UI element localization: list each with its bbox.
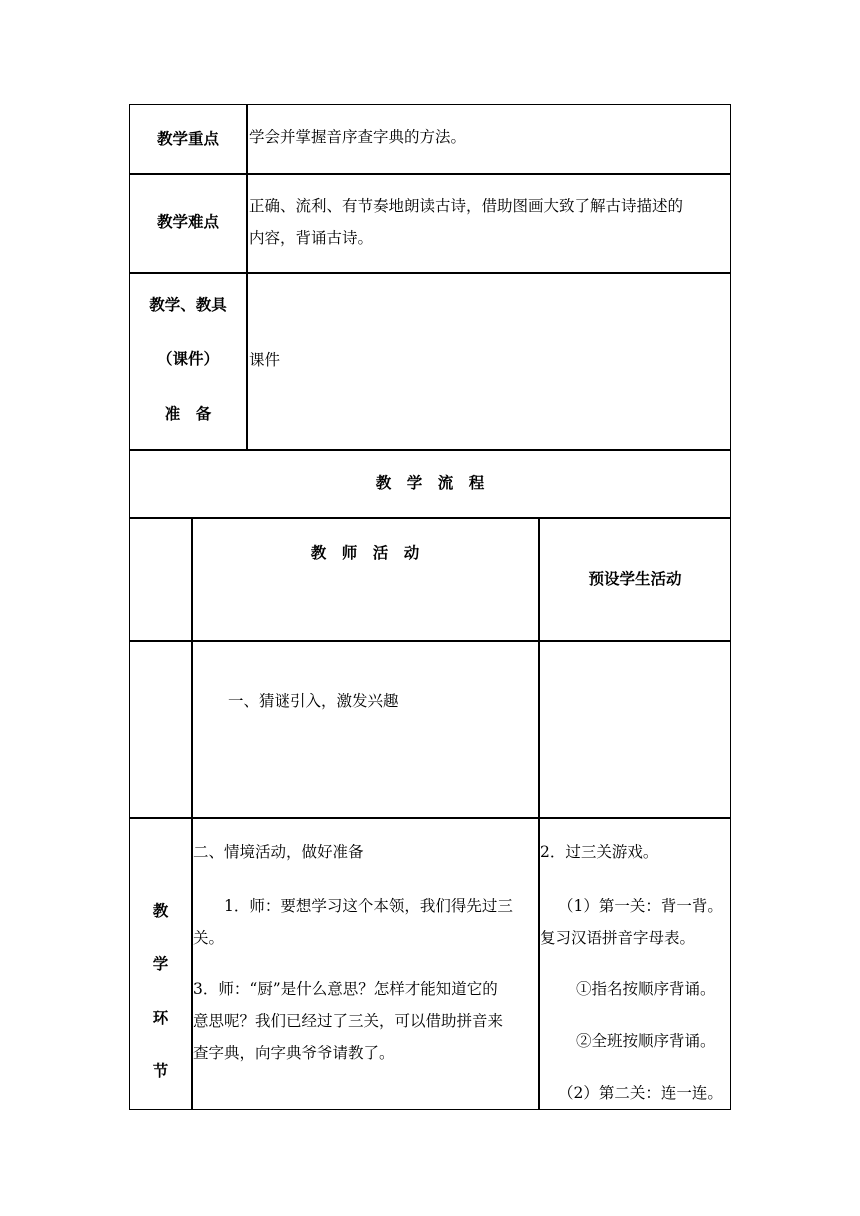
teacher-p1-line2: 关。 [193,929,225,947]
difficulty-content-line1: 正确、流利、有节奏地朗读古诗，借助图画大致了解古诗描述的 [249,197,684,215]
student-s3: ①指名按顺序背诵。 [576,980,716,998]
tools-label-line2: （课件） [156,349,219,368]
row-divider [130,272,730,274]
teacher-p3-line3: 查字典，向字典爷爷请教了。 [193,1044,395,1062]
section-label-char: 教 [152,901,169,920]
section-label-char: 环 [152,1008,169,1027]
row-divider [130,517,730,519]
teacher-step1: 一、猜谜引入，激发兴趣 [228,692,399,710]
student-s1: 2．过三关游戏。 [540,843,659,861]
column-divider [246,105,248,450]
student-s5: （2）第二关：连一连。 [558,1084,723,1102]
difficulty-label: 教学难点 [156,212,219,231]
teacher-activity-header: 教 师 活 动 [310,543,420,562]
student-activity-header: 预设学生活动 [588,569,682,588]
key-point-label: 教学重点 [156,129,219,148]
difficulty-content-line2: 内容，背诵古诗。 [249,229,374,247]
row-divider [130,173,730,175]
teacher-p1-line1: 1．师：要想学习这个本领，我们得先过三 [193,897,513,915]
teacher-p3-line1: 3．师：“厨”是什么意思？怎样才能知道它的 [193,980,498,998]
teacher-p3-line2: 意思呢？我们已经过了三关，可以借助拼音来 [193,1012,504,1030]
flow-title: 教 学 流 程 [375,473,485,492]
teacher-step2: 二、情境活动，做好准备 [193,843,364,861]
column-divider [538,517,540,1110]
student-s4: ②全班按顺序背诵。 [576,1032,716,1050]
student-s2-line1: （1）第一关：背一背。 [558,897,723,915]
section-label-char: 学 [152,954,169,973]
student-s2-line2: 复习汉语拼音字母表。 [540,929,696,947]
section-label-char: 节 [152,1061,169,1080]
row-divider [130,449,730,451]
row-divider [130,640,730,642]
tools-label-line3: 准 备 [164,404,212,423]
tools-label-line1: 教学、教具 [149,295,227,314]
key-point-content: 学会并掌握音序查字典的方法。 [249,128,467,146]
lesson-plan-table [129,104,731,1110]
tools-content: 课件 [249,351,281,369]
row-divider [130,817,730,819]
